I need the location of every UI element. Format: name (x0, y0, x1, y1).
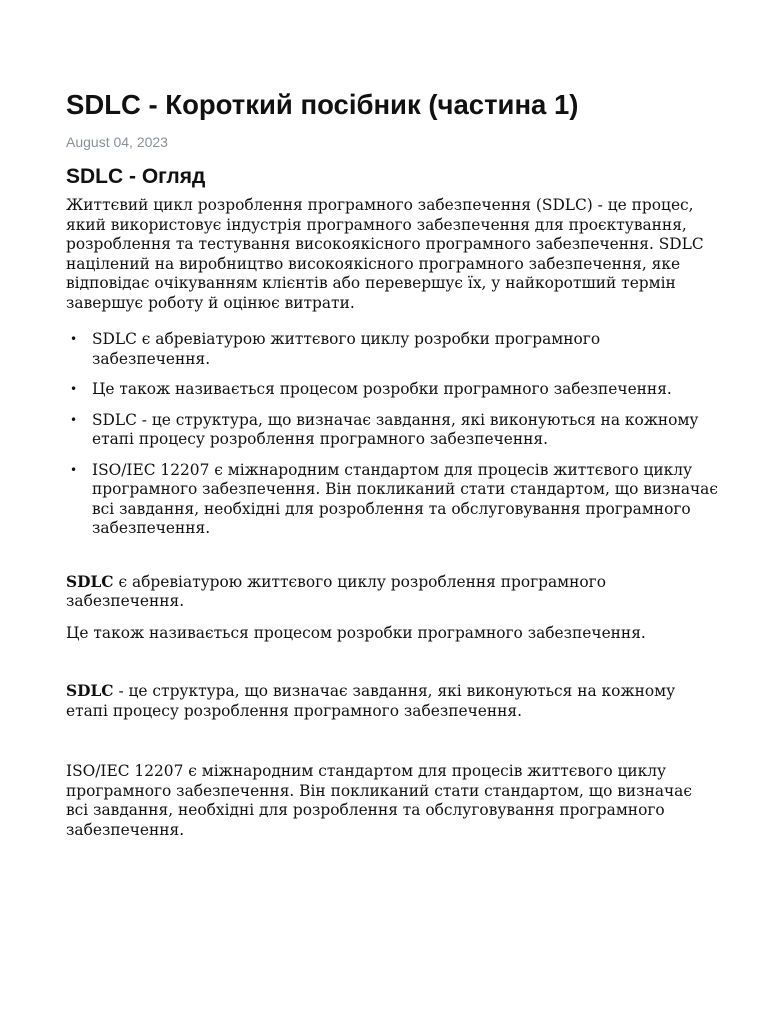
paragraph-standard: ISO/IEC 12207 є міжнародним стандартом для процесів життєвого циклу програмного забезпечення. Він покликаний стати стандартом, що визначає всі завдання, необхідні для розроблення та обслуговування програмного забезпечення. (66, 762, 692, 839)
paragraph-abbreviation (66, 573, 718, 612)
list-item-text: SDLC є абревіатурою життєвого циклу розробки програмного забезпечення. (92, 330, 601, 368)
bullet-marker: • (70, 412, 78, 427)
list-item (66, 461, 718, 539)
bullet-marker: • (70, 382, 78, 396)
article (66, 84, 718, 840)
section-heading: SDLC - Огляд (66, 165, 206, 188)
bullet-list (66, 330, 718, 539)
paragraph-process: Це також називається процесом розробки програмного забезпечення. (66, 623, 646, 642)
bold-term: SDLC (66, 572, 114, 591)
list-item (66, 380, 718, 400)
list-item (66, 411, 718, 450)
paragraph-text: - це структура, що визначає завдання, які виконуються на кожному етапі процесу розроблення програмного забезпечення. (66, 682, 676, 720)
intro-paragraph: Життєвий цикл розроблення програмного забезпечення (SDLC) - це процес, який використовує індустрія програмного забезпечення для проєктування, розроблення та тестування високоякісного програмного забезпечення. SDLC націлений на виробництво високоякісного програмного забезпечення, яке відповідає очікуванням клієнтів або перевершує їх, у найкоротший термін завершує роботу й оцінює витрати. (66, 196, 704, 312)
bold-term: SDLC (66, 682, 114, 700)
publish-date: August 04, 2023 (66, 134, 168, 150)
list-item (66, 330, 718, 369)
list-item-text: Це також називається процесом розробки програмного забезпечення. (92, 380, 672, 398)
paragraph-text: є абревіатурою життєвого циклу розроблення програмного забезпечення. (66, 572, 607, 610)
list-item-text: ISO/IEC 12207 є міжнародним стандартом для процесів життєвого циклу програмного забезпечення. Він покликаний стати стандартом, що визначає всі завдання, необхідні для розроблення та обслуговування програмного забезпечення. (92, 460, 718, 537)
paragraph-structure (66, 682, 718, 721)
bullet-marker: • (70, 462, 78, 477)
list-item-text: SDLC - це структура, що визначає завдання, які виконуються на кожному етапі процесу розроблення програмного забезпечення. (92, 410, 699, 448)
page-title: SDLC - Короткий посібник (частина 1) (66, 89, 579, 120)
bullet-marker: • (70, 332, 78, 346)
